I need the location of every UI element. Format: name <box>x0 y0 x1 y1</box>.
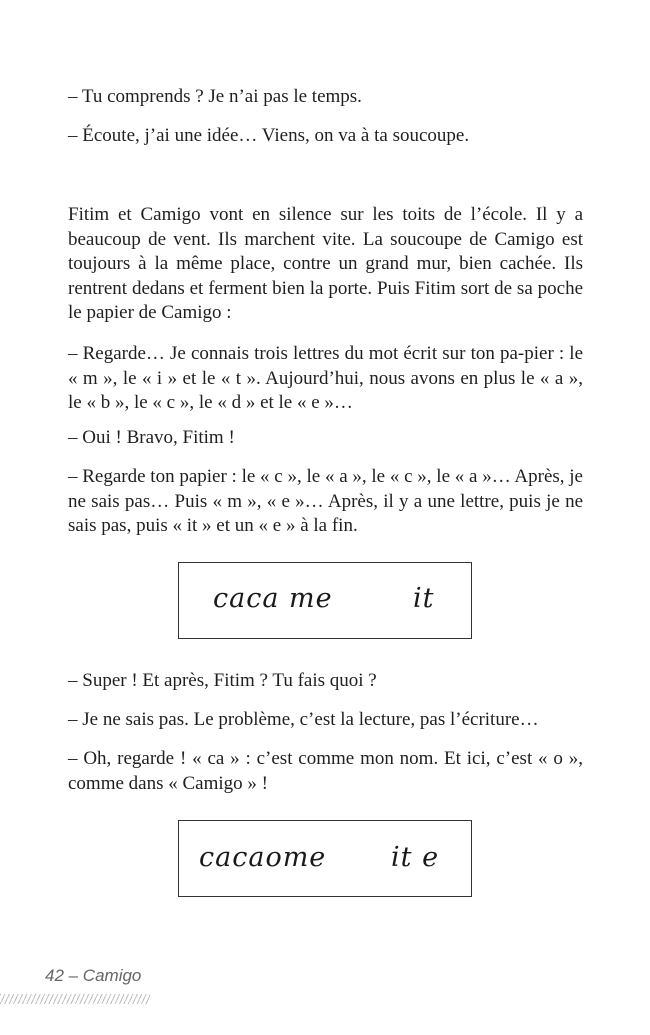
dialogue-line-6: – Super ! Et après, Fitim ? Tu fais quoi ? <box>68 670 377 691</box>
handwritten-word-box-2 <box>178 820 472 897</box>
narration-paragraph: Fitim et Camigo vont en silence sur les toits de l’école. Il y a beaucoup de vent. Ils marchent vite. La soucoupe de Camigo est toujours à la même place, contre un grand mur, bien cachée. Ils rentrent dedans et ferment bien la porte. Puis Fitim sort de sa poche le papier de Camigo : <box>68 204 583 323</box>
handwritten-word-box-1 <box>178 562 472 639</box>
decorative-hatch-divider <box>0 994 150 1004</box>
handwritten-right-text: it <box>413 583 435 614</box>
dialogue-line-2: – Écoute, j’ai une idée… Viens, on va à ta soucoupe. <box>68 125 470 146</box>
dialogue-line-7: – Je ne sais pas. Le problème, c’est la lecture, pas l’écriture… <box>68 709 539 730</box>
handwritten-right-text: it e <box>391 842 440 873</box>
handwritten-left-text: caca me <box>213 583 333 614</box>
dialogue-line-1: – Tu comprends ? Je n’ai pas le temps. <box>68 86 362 107</box>
dialogue-line-5: – Regarde ton papier : le « c », le « a », le « c », le « a »… Après, je ne sais pas… Puis « m », « e »… Après, il y a une lettre, puis je ne sais pas, puis « it » et un « e » à la fin. <box>68 466 583 536</box>
page-number-footer: 42 – Camigo <box>45 966 142 985</box>
handwritten-left-text: cacaome <box>199 842 327 873</box>
dialogue-line-8: – Oh, regarde ! « ca » : c’est comme mon nom. Et ici, c’est « o », comme dans « Camigo » ! <box>68 748 583 794</box>
dialogue-line-4: – Oui ! Bravo, Fitim ! <box>68 427 235 448</box>
dialogue-line-3: – Regarde… Je connais trois lettres du mot écrit sur ton pa-pier : le « m », le « i » et le « t ». Aujourd’hui, nous avons en plus le « a », le « b », le « c », le « d » et le « e »… <box>68 343 583 413</box>
